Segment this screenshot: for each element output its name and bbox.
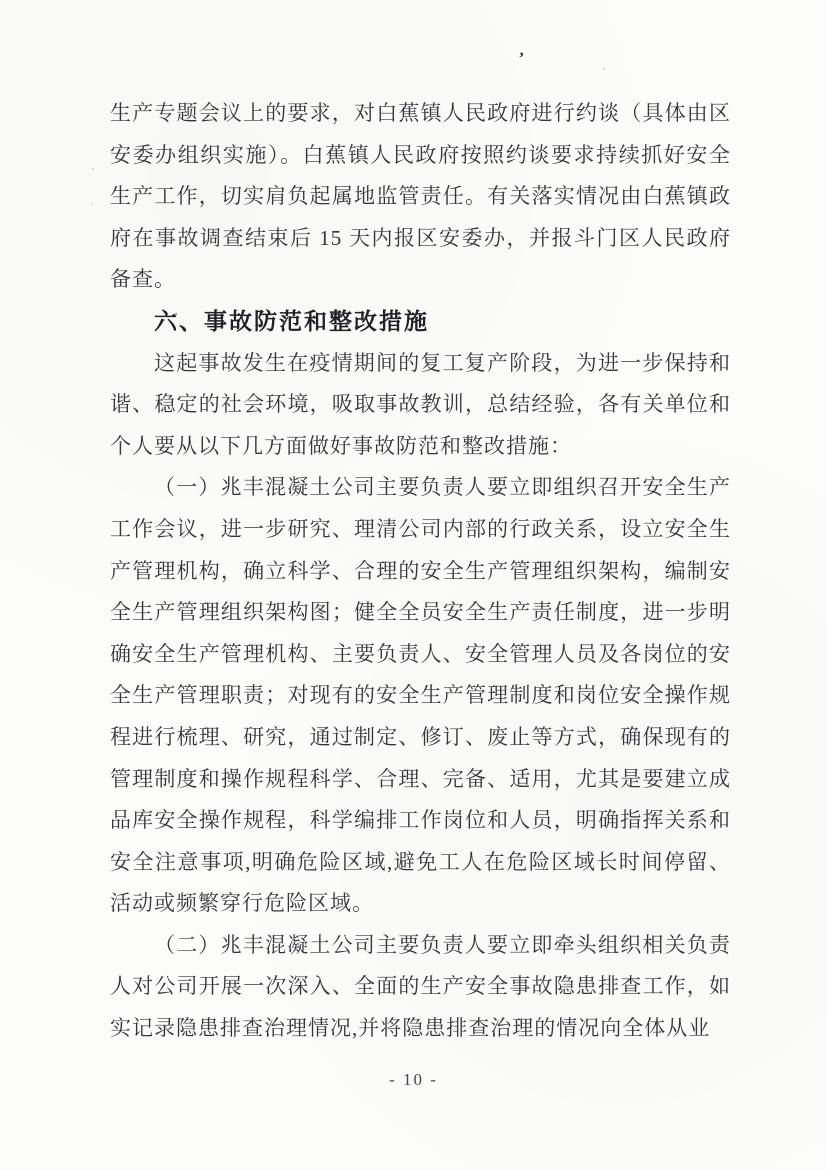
- stray-ink-mark: ,: [519, 41, 525, 60]
- page-footer: [0, 1070, 827, 1090]
- page-number: - 10 -: [389, 1070, 438, 1089]
- page-content: [110, 93, 731, 1050]
- item-two-paragraph: （二）兆丰混凝土公司主要负责人要立即牵头组织相关负责人对公司开展一次深入、全面的生产安全事故隐患排查工作，如实记录隐患排查治理情况,并将隐患排查治理的情况向全体从业: [110, 932, 731, 1041]
- scan-noise-specks: [0, 0, 2, 2]
- item-one-paragraph: （一）兆丰混凝土公司主要负责人要立即组织召开安全生产工作会议，进一步研究、理清公司内部的行政关系，设立安全生产管理机构，确立科学、合理的安全生产管理组织架构，编制安全生产管理组织架构图；健全全员安全生产责任制度，进一步明确安全生产管理机构、主要负责人、安全管理人员及各岗位的安全生产管理职责；对现有的安全生产管理制度和岗位安全操作规程进行梳理、研究，通过制定、修订、废止等方式，确保现有的管理制度和操作规程科学、合理、完备、适用，尤其是要建立成品库安全操作规程，科学编排工作岗位和人员，明确指挥关系和安全注意事项,明确危险区域,避免工人在危险区域长时间停留、活动或频繁穿行危险区域。: [110, 475, 731, 916]
- section-heading: 六、事故防范和整改措施: [154, 307, 429, 334]
- continuation-paragraph: 生产专题会议上的要求，对白蕉镇人民政府进行约谈（具体由区安委办组织实施）。白蕉镇人民政府按照约谈要求持续抓好安全生产工作，切实肩负起属地监管责任。有关落实情况由白蕉镇政府在事故调查结束后 15 天内报区安委办，并报斗门区人民政府备查。: [110, 101, 731, 292]
- intro-paragraph: 这起事故发生在疫情期间的复工复产阶段，为进一步保持和谐、稳定的社会环境，吸取事故教训，总结经验，各有关单位和个人要从以下几方面做好事故防范和整改措施：: [110, 350, 731, 458]
